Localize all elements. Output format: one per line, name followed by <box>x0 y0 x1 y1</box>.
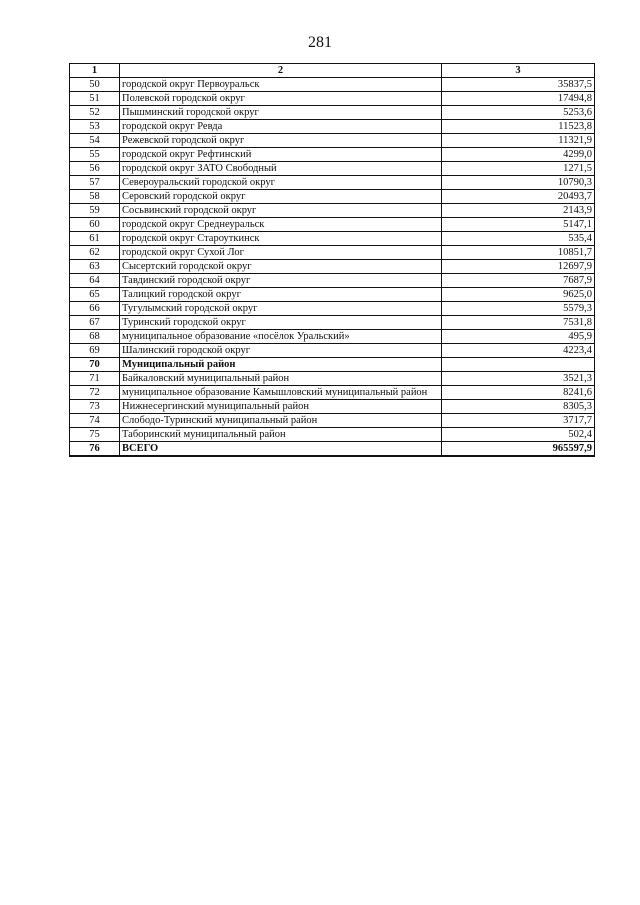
row-value: 11321,9 <box>442 134 595 148</box>
row-value: 4223,4 <box>442 344 595 358</box>
row-name: Байкаловский муниципальный район <box>120 372 442 386</box>
row-value: 965597,9 <box>442 442 595 457</box>
row-number: 56 <box>70 162 120 176</box>
row-name: Нижнесергинский муниципальный район <box>120 400 442 414</box>
table-row <box>70 134 595 148</box>
row-number: 50 <box>70 78 120 92</box>
row-value: 3717,7 <box>442 414 595 428</box>
header-col-3: 3 <box>442 64 595 78</box>
table-row <box>70 176 595 190</box>
row-number: 51 <box>70 92 120 106</box>
row-number: 54 <box>70 134 120 148</box>
row-value: 12697,9 <box>442 260 595 274</box>
table-row <box>70 78 595 92</box>
table-row <box>70 120 595 134</box>
row-value: 7687,9 <box>442 274 595 288</box>
row-number: 71 <box>70 372 120 386</box>
row-name: Полевской городской округ <box>120 92 442 106</box>
row-number: 61 <box>70 232 120 246</box>
row-number: 63 <box>70 260 120 274</box>
row-name: городской округ Староуткинск <box>120 232 442 246</box>
row-number: 68 <box>70 330 120 344</box>
row-value: 10851,7 <box>442 246 595 260</box>
row-name: Серовский городской округ <box>120 190 442 204</box>
header-col-1: 1 <box>70 64 120 78</box>
row-value: 8305,3 <box>442 400 595 414</box>
table-row <box>70 288 595 302</box>
table-row <box>70 344 595 358</box>
row-number: 69 <box>70 344 120 358</box>
table-row <box>70 232 595 246</box>
row-value: 2143,9 <box>442 204 595 218</box>
row-value: 502,4 <box>442 428 595 442</box>
table-row <box>70 316 595 330</box>
row-value: 9625,0 <box>442 288 595 302</box>
row-name: Талицкий городской округ <box>120 288 442 302</box>
row-name: городской округ ЗАТО Свободный <box>120 162 442 176</box>
table-row <box>70 92 595 106</box>
table-row <box>70 372 595 386</box>
table-header-row <box>70 64 595 78</box>
row-number: 74 <box>70 414 120 428</box>
row-name: Тавдинский городской округ <box>120 274 442 288</box>
table-row <box>70 358 595 372</box>
table-row <box>70 190 595 204</box>
row-name: Слободо-Туринский муниципальный район <box>120 414 442 428</box>
table-row <box>70 274 595 288</box>
table-row <box>70 302 595 316</box>
row-value: 1271,5 <box>442 162 595 176</box>
row-name: муниципальное образование «посёлок Уральский» <box>120 330 442 344</box>
row-number: 66 <box>70 302 120 316</box>
row-name: городской округ Рефтинский <box>120 148 442 162</box>
table-row <box>70 414 595 428</box>
row-number: 60 <box>70 218 120 232</box>
row-number: 62 <box>70 246 120 260</box>
row-number: 65 <box>70 288 120 302</box>
table-row <box>70 246 595 260</box>
table-row <box>70 218 595 232</box>
row-name: Таборинский муниципальный район <box>120 428 442 442</box>
row-number: 75 <box>70 428 120 442</box>
table-row <box>70 400 595 414</box>
row-name: муниципальное образование Камышловский муниципальный район <box>120 386 442 400</box>
row-name: Муниципальный район <box>120 358 442 372</box>
row-number: 73 <box>70 400 120 414</box>
table-row <box>70 442 595 457</box>
row-name: Сысертский городской округ <box>120 260 442 274</box>
row-number: 53 <box>70 120 120 134</box>
row-name: городской округ Первоуральск <box>120 78 442 92</box>
table-row <box>70 330 595 344</box>
table-row <box>70 260 595 274</box>
table-body <box>70 78 595 457</box>
row-name: городской округ Сухой Лог <box>120 246 442 260</box>
table-row <box>70 204 595 218</box>
allocation-table <box>69 63 595 457</box>
table-row <box>70 428 595 442</box>
row-value: 4299,0 <box>442 148 595 162</box>
row-number: 59 <box>70 204 120 218</box>
row-number: 72 <box>70 386 120 400</box>
row-value: 8241,6 <box>442 386 595 400</box>
row-value: 11523,8 <box>442 120 595 134</box>
row-value: 35837,5 <box>442 78 595 92</box>
row-name: Туринский городской округ <box>120 316 442 330</box>
row-number: 76 <box>70 442 120 457</box>
table-row <box>70 162 595 176</box>
row-value: 5253,6 <box>442 106 595 120</box>
table-row <box>70 386 595 400</box>
row-number: 58 <box>70 190 120 204</box>
row-name: Североуральский городской округ <box>120 176 442 190</box>
row-name: Шалинский городской округ <box>120 344 442 358</box>
row-number: 52 <box>70 106 120 120</box>
row-value: 17494,8 <box>442 92 595 106</box>
row-number: 57 <box>70 176 120 190</box>
row-name: Режевской городской округ <box>120 134 442 148</box>
row-value: 3521,3 <box>442 372 595 386</box>
table-row <box>70 148 595 162</box>
row-name: Тугулымский городской округ <box>120 302 442 316</box>
row-value: 535,4 <box>442 232 595 246</box>
row-number: 70 <box>70 358 120 372</box>
row-number: 67 <box>70 316 120 330</box>
row-name: ВСЕГО <box>120 442 442 457</box>
row-value: 10790,3 <box>442 176 595 190</box>
row-number: 64 <box>70 274 120 288</box>
header-col-2: 2 <box>120 64 442 78</box>
row-name: Пышминский городской округ <box>120 106 442 120</box>
row-value: 5147,1 <box>442 218 595 232</box>
row-name: городской округ Ревда <box>120 120 442 134</box>
row-value <box>442 358 595 372</box>
row-name: городской округ Среднеуральск <box>120 218 442 232</box>
table-row <box>70 106 595 120</box>
row-value: 5579,3 <box>442 302 595 316</box>
row-name: Сосьвинский городской округ <box>120 204 442 218</box>
row-value: 7531,8 <box>442 316 595 330</box>
row-number: 55 <box>70 148 120 162</box>
page-number: 281 <box>308 34 332 51</box>
row-value: 495,9 <box>442 330 595 344</box>
row-value: 20493,7 <box>442 190 595 204</box>
